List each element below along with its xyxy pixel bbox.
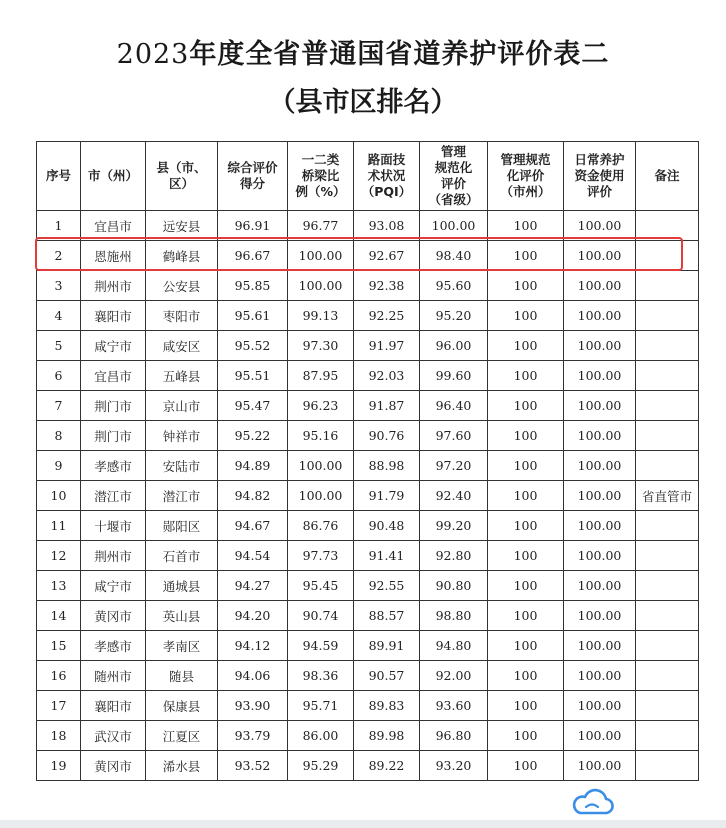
title-year: 2023 [116,39,190,70]
cell-mgmt-provincial: 96.00 [420,331,488,361]
cell-mgmt-city: 100 [488,451,564,481]
cell-county: 安陆市 [146,451,218,481]
table-row [37,301,699,331]
cell-index: 16 [37,661,81,691]
cell-fund-usage: 100.00 [564,361,636,391]
cell-bridge-ratio: 95.29 [288,751,354,781]
cell-mgmt-city: 100 [488,481,564,511]
cell-mgmt-city: 100 [488,331,564,361]
cell-remarks [636,691,699,721]
cell-fund-usage: 100.00 [564,571,636,601]
ranking-table [36,141,699,781]
cell-index: 19 [37,751,81,781]
cell-bridge-ratio: 99.13 [288,301,354,331]
cell-fund-usage: 100.00 [564,511,636,541]
cell-city: 咸宁市 [81,331,146,361]
table-row [37,721,699,751]
cell-fund-usage: 100.00 [564,601,636,631]
cell-mgmt-provincial: 100.00 [420,211,488,241]
cell-county: 枣阳市 [146,301,218,331]
cell-county: 保康县 [146,691,218,721]
cell-mgmt-city: 100 [488,211,564,241]
cell-pqi: 92.38 [354,271,420,301]
cell-bridge-ratio: 94.59 [288,631,354,661]
cell-index: 8 [37,421,81,451]
table-row [37,331,699,361]
cell-bridge-ratio: 100.00 [288,241,354,271]
cell-pqi: 90.76 [354,421,420,451]
cell-bridge-ratio: 95.16 [288,421,354,451]
cell-total-score: 95.61 [218,301,288,331]
cell-city: 荆门市 [81,421,146,451]
cell-remarks [636,541,699,571]
cell-mgmt-city: 100 [488,721,564,751]
cell-fund-usage: 100.00 [564,661,636,691]
cell-pqi: 90.48 [354,511,420,541]
cell-pqi: 91.79 [354,481,420,511]
page-title [0,32,726,71]
table-row [37,661,699,691]
cell-county: 钟祥市 [146,421,218,451]
cell-mgmt-city: 100 [488,511,564,541]
cell-county: 咸安区 [146,331,218,361]
cell-mgmt-city: 100 [488,631,564,661]
cell-fund-usage: 100.00 [564,481,636,511]
header-mgmt-provincial: 管理 规范化 评价 （省级） [420,142,488,211]
cell-remarks [636,241,699,271]
cell-remarks [636,391,699,421]
cell-fund-usage: 100.00 [564,391,636,421]
cell-mgmt-provincial: 99.20 [420,511,488,541]
title-text: 年度全省普通国省道养护评价表二 [189,39,610,70]
cell-bridge-ratio: 87.95 [288,361,354,391]
cell-fund-usage: 100.00 [564,211,636,241]
cell-fund-usage: 100.00 [564,751,636,781]
cell-index: 2 [37,241,81,271]
cell-total-score: 95.22 [218,421,288,451]
header-remarks: 备注 [636,142,699,211]
cell-total-score: 95.52 [218,331,288,361]
cell-total-score: 94.82 [218,481,288,511]
cell-pqi: 92.55 [354,571,420,601]
cell-pqi: 92.03 [354,361,420,391]
cell-mgmt-provincial: 93.20 [420,751,488,781]
table-row [37,631,699,661]
cell-pqi: 88.98 [354,451,420,481]
cell-mgmt-city: 100 [488,541,564,571]
table-row [37,481,699,511]
cell-bridge-ratio: 100.00 [288,481,354,511]
bottom-bar [0,820,726,828]
cell-total-score: 93.52 [218,751,288,781]
cell-total-score: 94.20 [218,601,288,631]
cell-bridge-ratio: 100.00 [288,451,354,481]
cell-total-score: 93.79 [218,721,288,751]
cell-city: 随州市 [81,661,146,691]
cell-mgmt-provincial: 92.40 [420,481,488,511]
header-index: 序号 [37,142,81,211]
cell-index: 15 [37,631,81,661]
cell-fund-usage: 100.00 [564,631,636,661]
cell-mgmt-city: 100 [488,751,564,781]
cell-mgmt-city: 100 [488,271,564,301]
cell-index: 18 [37,721,81,751]
cell-remarks: 省直管市 [636,481,699,511]
cell-city: 孝感市 [81,451,146,481]
cell-remarks [636,451,699,481]
cell-total-score: 93.90 [218,691,288,721]
cell-bridge-ratio: 95.45 [288,571,354,601]
cell-mgmt-provincial: 98.80 [420,601,488,631]
cell-index: 13 [37,571,81,601]
cell-county: 通城县 [146,571,218,601]
cell-index: 10 [37,481,81,511]
cell-bridge-ratio: 96.23 [288,391,354,421]
cell-mgmt-provincial: 94.80 [420,631,488,661]
header-city: 市（州） [81,142,146,211]
cell-mgmt-provincial: 90.80 [420,571,488,601]
cell-pqi: 91.41 [354,541,420,571]
cell-index: 6 [37,361,81,391]
table-row [37,271,699,301]
cell-fund-usage: 100.00 [564,241,636,271]
cell-mgmt-city: 100 [488,421,564,451]
cell-remarks [636,571,699,601]
cell-fund-usage: 100.00 [564,721,636,751]
cell-bridge-ratio: 96.77 [288,211,354,241]
cell-remarks [636,331,699,361]
table-row [37,571,699,601]
cell-county: 随县 [146,661,218,691]
cell-pqi: 89.22 [354,751,420,781]
cell-bridge-ratio: 86.00 [288,721,354,751]
cell-city: 荆门市 [81,391,146,421]
table-header-row [37,142,699,211]
cell-index: 3 [37,271,81,301]
cell-total-score: 96.91 [218,211,288,241]
cell-city: 潜江市 [81,481,146,511]
cell-remarks [636,301,699,331]
table-row [37,541,699,571]
cell-total-score: 95.85 [218,271,288,301]
cell-remarks [636,631,699,661]
cell-index: 5 [37,331,81,361]
cell-city: 襄阳市 [81,691,146,721]
cell-remarks [636,361,699,391]
cell-county: 潜江市 [146,481,218,511]
cell-total-score: 94.67 [218,511,288,541]
table-row [37,391,699,421]
cell-county: 远安县 [146,211,218,241]
cell-city: 宜昌市 [81,361,146,391]
cell-index: 17 [37,691,81,721]
cell-mgmt-city: 100 [488,361,564,391]
cell-index: 14 [37,601,81,631]
cell-mgmt-city: 100 [488,571,564,601]
cell-mgmt-provincial: 96.80 [420,721,488,751]
cloud-icon [570,788,614,816]
cell-county: 公安县 [146,271,218,301]
cell-city: 武汉市 [81,721,146,751]
cell-city: 十堰市 [81,511,146,541]
header-county: 县（市、 区） [146,142,218,211]
cell-bridge-ratio: 98.36 [288,661,354,691]
cell-fund-usage: 100.00 [564,691,636,721]
cell-mgmt-provincial: 98.40 [420,241,488,271]
cell-fund-usage: 100.00 [564,301,636,331]
header-fund-usage: 日常养护 资金使用 评价 [564,142,636,211]
cell-fund-usage: 100.00 [564,541,636,571]
table-row [37,601,699,631]
table-row [37,691,699,721]
table-row [37,361,699,391]
cell-pqi: 90.57 [354,661,420,691]
cell-mgmt-city: 100 [488,661,564,691]
cell-total-score: 94.27 [218,571,288,601]
cell-total-score: 95.47 [218,391,288,421]
cell-total-score: 96.67 [218,241,288,271]
cell-fund-usage: 100.00 [564,421,636,451]
header-pqi: 路面技 术状况 （PQI） [354,142,420,211]
cell-mgmt-provincial: 95.20 [420,301,488,331]
cell-total-score: 94.89 [218,451,288,481]
cell-index: 4 [37,301,81,331]
table-row [37,751,699,781]
cell-mgmt-provincial: 99.60 [420,361,488,391]
cell-county: 浠水县 [146,751,218,781]
cell-pqi: 91.87 [354,391,420,421]
cell-mgmt-city: 100 [488,391,564,421]
header-total-score: 综合评价 得分 [218,142,288,211]
cell-mgmt-city: 100 [488,601,564,631]
cell-bridge-ratio: 97.73 [288,541,354,571]
cell-mgmt-provincial: 97.60 [420,421,488,451]
cell-city: 咸宁市 [81,571,146,601]
cell-pqi: 89.98 [354,721,420,751]
table-row [37,241,699,271]
cell-bridge-ratio: 100.00 [288,271,354,301]
cell-city: 襄阳市 [81,301,146,331]
cell-city: 黄冈市 [81,751,146,781]
header-mgmt-city: 管理规范 化评价 （市州） [488,142,564,211]
cell-pqi: 91.97 [354,331,420,361]
cell-index: 11 [37,511,81,541]
cell-total-score: 94.54 [218,541,288,571]
cell-remarks [636,601,699,631]
cell-mgmt-city: 100 [488,301,564,331]
cell-city: 荆州市 [81,271,146,301]
cell-city: 荆州市 [81,541,146,571]
cell-city: 恩施州 [81,241,146,271]
cell-index: 7 [37,391,81,421]
cell-county: 鹤峰县 [146,241,218,271]
cell-city: 黄冈市 [81,601,146,631]
cell-bridge-ratio: 95.71 [288,691,354,721]
table-row [37,451,699,481]
cell-remarks [636,721,699,751]
cell-remarks [636,211,699,241]
cell-index: 1 [37,211,81,241]
cell-pqi: 92.25 [354,301,420,331]
cell-pqi: 92.67 [354,241,420,271]
cell-mgmt-provincial: 92.00 [420,661,488,691]
table-row [37,511,699,541]
cell-remarks [636,511,699,541]
cell-county: 石首市 [146,541,218,571]
cell-total-score: 95.51 [218,361,288,391]
header-bridge-ratio: 一二类 桥梁比 例（%） [288,142,354,211]
cell-county: 五峰县 [146,361,218,391]
cell-mgmt-provincial: 95.60 [420,271,488,301]
cell-pqi: 88.57 [354,601,420,631]
cell-county: 孝南区 [146,631,218,661]
cell-total-score: 94.06 [218,661,288,691]
cell-bridge-ratio: 86.76 [288,511,354,541]
cell-county: 京山市 [146,391,218,421]
cell-remarks [636,271,699,301]
cell-mgmt-city: 100 [488,241,564,271]
cell-fund-usage: 100.00 [564,451,636,481]
cell-mgmt-city: 100 [488,691,564,721]
cell-pqi: 89.91 [354,631,420,661]
cell-mgmt-provincial: 96.40 [420,391,488,421]
cell-bridge-ratio: 97.30 [288,331,354,361]
cell-index: 9 [37,451,81,481]
table-row [37,211,699,241]
table-row [37,421,699,451]
cell-fund-usage: 100.00 [564,331,636,361]
cell-city: 宜昌市 [81,211,146,241]
cell-county: 江夏区 [146,721,218,751]
cell-county: 英山县 [146,601,218,631]
cell-county: 郧阳区 [146,511,218,541]
cell-bridge-ratio: 90.74 [288,601,354,631]
cell-remarks [636,421,699,451]
cell-pqi: 93.08 [354,211,420,241]
page-subtitle: （县市区排名） [268,87,458,118]
cell-mgmt-provincial: 97.20 [420,451,488,481]
cell-index: 12 [37,541,81,571]
cell-total-score: 94.12 [218,631,288,661]
cell-remarks [636,751,699,781]
cell-mgmt-provincial: 93.60 [420,691,488,721]
cell-mgmt-provincial: 92.80 [420,541,488,571]
cell-city: 孝感市 [81,631,146,661]
cell-fund-usage: 100.00 [564,271,636,301]
cell-remarks [636,661,699,691]
cell-pqi: 89.83 [354,691,420,721]
